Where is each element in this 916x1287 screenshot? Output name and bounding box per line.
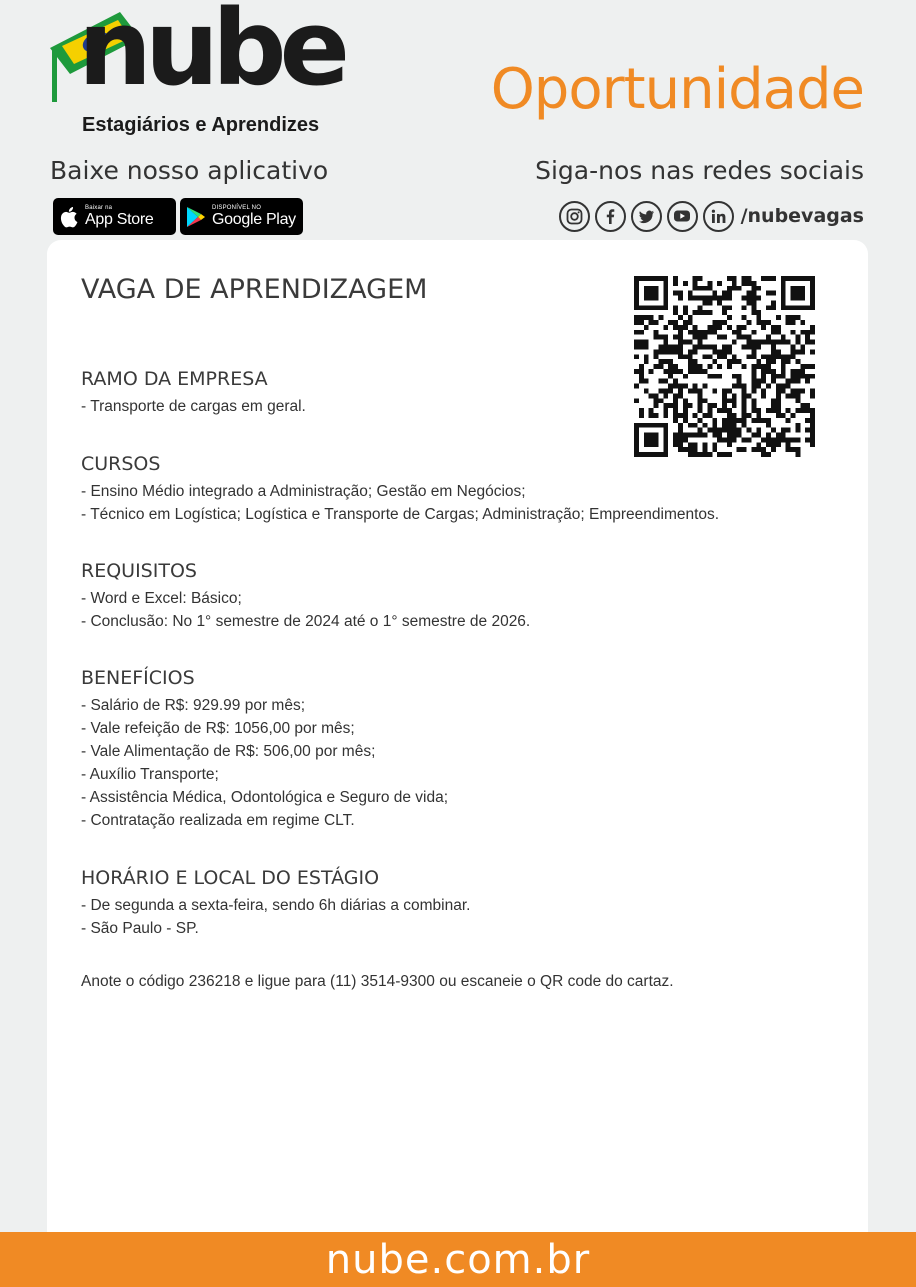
section-horario-local <box>81 867 470 940</box>
section-heading: BENEFÍCIOS <box>81 667 195 689</box>
website-link[interactable]: nube.com.br <box>325 1236 591 1283</box>
google-play-badge[interactable] <box>180 198 303 235</box>
app-store-small-label: Baixar na <box>85 205 113 211</box>
headline: Oportunidade <box>490 57 864 122</box>
apple-icon <box>59 205 79 229</box>
google-play-small-label: DISPONÍVEL NO <box>212 205 262 211</box>
job-title: VAGA DE APRENDIZAGEM <box>81 274 428 305</box>
section-heading: HORÁRIO E LOCAL DO ESTÁGIO <box>81 867 380 889</box>
section-heading: RAMO DA EMPRESA <box>81 368 268 390</box>
google-play-icon <box>186 206 206 228</box>
google-play-label: Google Play <box>212 211 296 228</box>
section-line: - Transporte de cargas em geral. <box>81 398 306 415</box>
section-line: - Conclusão: No 1° semestre de 2024 até o 1° semestre de 2026. <box>81 613 531 630</box>
contact-note: Anote o código 236218 e ligue para (11) 3514-9300 ou escaneie o QR code do cartaz. <box>81 973 674 990</box>
section-beneficios <box>81 667 448 832</box>
app-download-label: Baixe nosso aplicativo <box>50 156 329 185</box>
section-line: - Vale Alimentação de R$: 506,00 por mês; <box>81 743 376 760</box>
nube-logo <box>48 0 348 140</box>
youtube-icon[interactable] <box>667 201 698 232</box>
instagram-icon[interactable] <box>559 201 590 232</box>
logo-wordmark: nube <box>78 0 344 109</box>
section-heading: CURSOS <box>81 453 161 475</box>
section-cursos <box>81 453 719 526</box>
section-line: - De segunda a sexta-feira, sendo 6h diárias a combinar. <box>81 897 471 914</box>
section-line: - Técnico em Logística; Logística e Transporte de Cargas; Administração; Empreendimentos. <box>81 506 720 523</box>
section-line: - Assistência Médica, Odontológica e Seguro de vida; <box>81 789 449 806</box>
section-line: - Auxílio Transporte; <box>81 766 219 783</box>
section-line: - Contratação realizada em regime CLT. <box>81 812 355 829</box>
section-requisitos <box>81 560 530 633</box>
social-label: Siga-nos nas redes sociais <box>535 156 864 185</box>
social-handle[interactable]: /nubevagas <box>740 205 864 227</box>
job-card <box>47 240 868 1240</box>
logo-tagline: Estagiários e Aprendizes <box>82 114 320 136</box>
section-line: - São Paulo - SP. <box>81 920 199 937</box>
section-heading: REQUISITOS <box>81 560 197 582</box>
section-line: - Vale refeição de R$: 1056,00 por mês; <box>81 720 355 737</box>
section-line: - Word e Excel: Básico; <box>81 590 242 607</box>
app-store-label: App Store <box>85 211 154 228</box>
twitter-icon[interactable] <box>631 201 662 232</box>
footer-bar <box>0 1232 916 1287</box>
qr-code[interactable] <box>634 276 815 457</box>
social-links <box>559 199 864 233</box>
linkedin-icon[interactable] <box>703 201 734 232</box>
facebook-icon[interactable] <box>595 201 626 232</box>
app-store-badge[interactable] <box>53 198 176 235</box>
section-line: - Salário de R$: 929.99 por mês; <box>81 697 306 714</box>
section-ramo-empresa <box>81 368 306 418</box>
section-line: - Ensino Médio integrado a Administração; Gestão em Negócios; <box>81 483 526 500</box>
